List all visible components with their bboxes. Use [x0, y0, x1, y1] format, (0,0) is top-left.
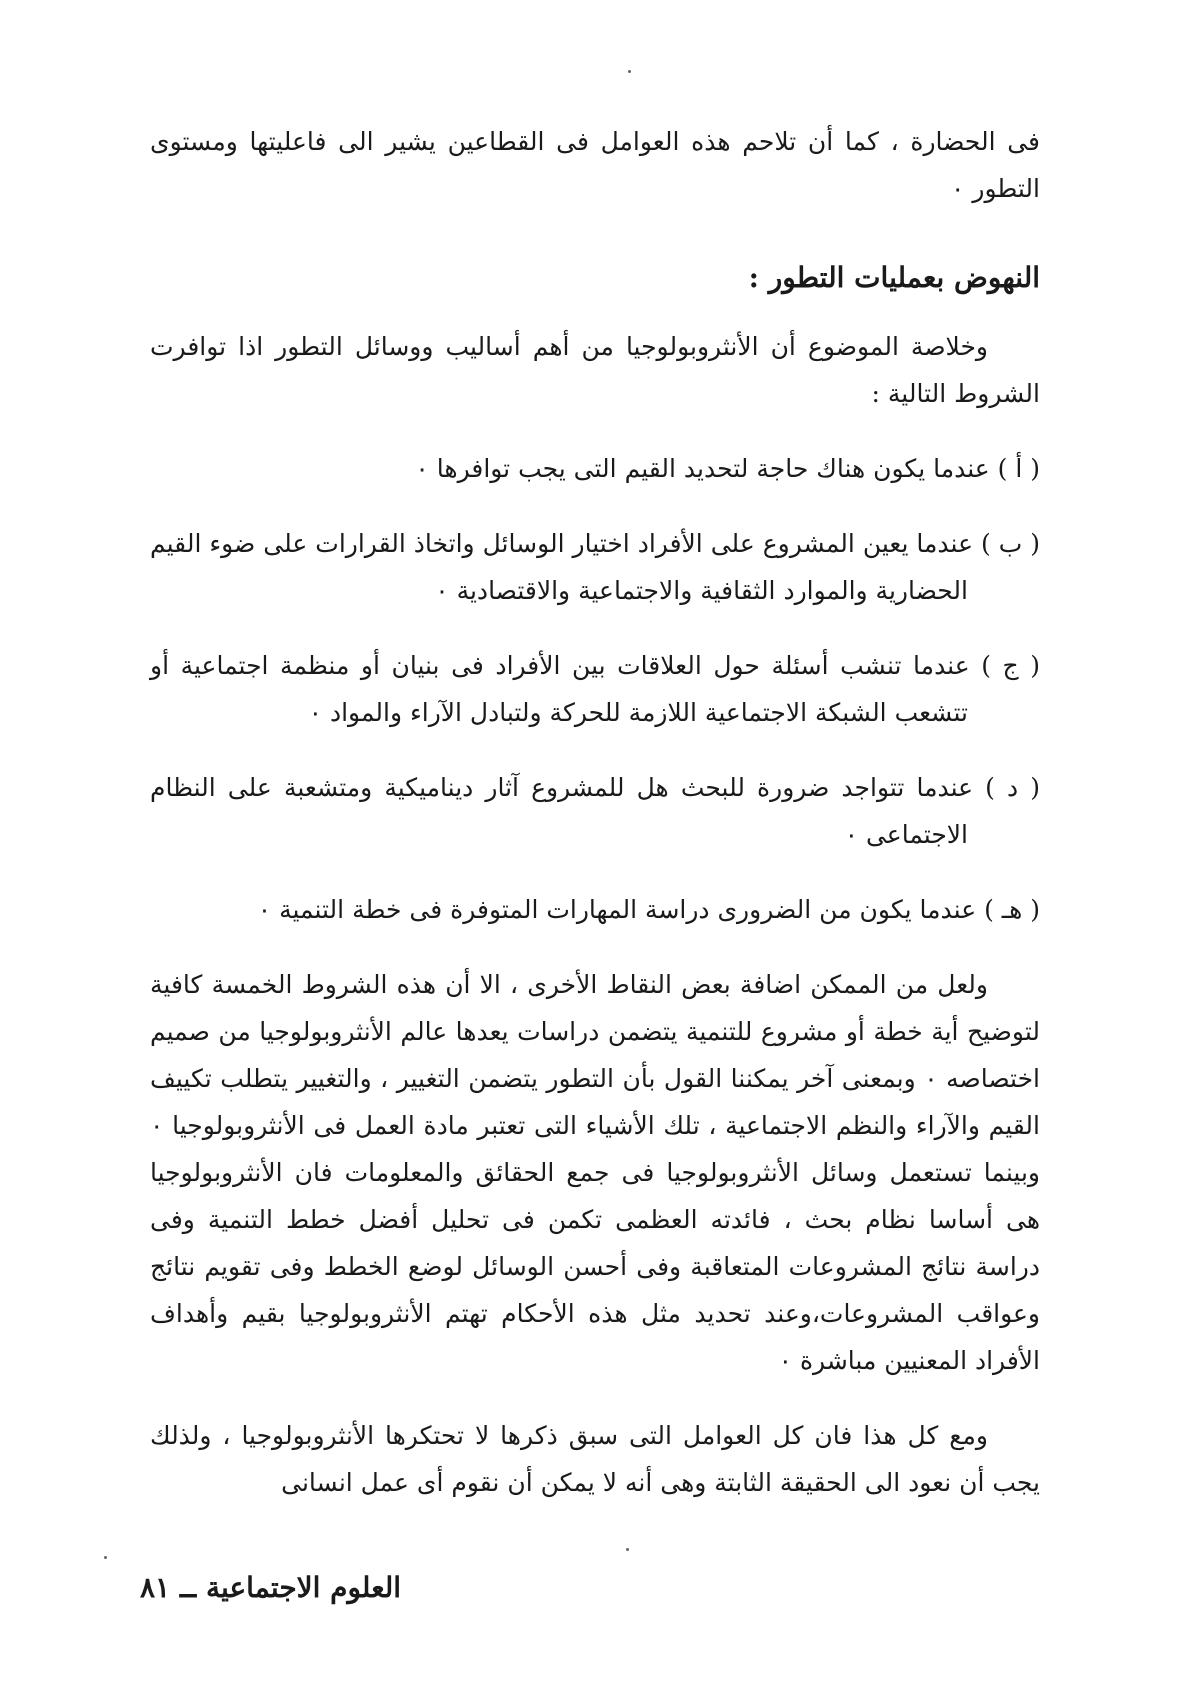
scan-speck	[626, 1548, 629, 1551]
condition-item-c: ( ج ) عندما تنشب أسئلة حول العلاقات بين الأفراد فى بنيان أو منظمة اجتماعية أو تتشعب الشبكة الاجتماعية اللازمة للحركة ولتبادل الآراء والمواد ٠	[150, 651, 1040, 727]
page-body	[150, 118, 1040, 1506]
page-footer-running-title: العلوم الاجتماعية ــ ٨١	[140, 1571, 402, 1604]
condition-item-b: ( ب ) عندما يعين المشروع على الأفراد اختيار الوسائل واتخاذ القرارات على ضوء القيم الحضارية والموارد الثقافية والاجتماعية والاقتصادية ٠	[150, 529, 1040, 605]
scan-speck	[628, 70, 631, 73]
scan-speck	[104, 1556, 107, 1559]
body-paragraph: ولعل من الممكن اضافة بعض النقاط الأخرى ، الا أن هذه الشروط الخمسة كافية لتوضيح أية خطة أو مشروع للتنمية يتضمن دراسات يعدها عالم الأنثروبولوجيا من صميم اختصاصه ٠ وبمعنى آخر يمكننا القول بأن التطور يتضمن التغيير ، والتغيير يتطلب تكييف القيم والآراء والنظم الاجتماعية ، تلك الأشياء التى تعتبر مادة العمل فى الأنثروبولوجيا ٠ وبينما تستعمل وسائل الأنثروبولوجيا فى جمع الحقائق والمعلومات فان الأنثروبولوجيا هى أساسا نظام بحث ، فائدته العظمى تكمن فى تحليل أفضل خطط التنمية وفى دراسة نتائج المشروعات المتعاقبة وفى أحسن الوسائل لوضع الخطط وفى تقويم نتائج وعواقب المشروعات،وعند تحديد مثل هذه الأحكام تهتم الأنثروبولوجيا بقيم وأهداف الأفراد المعنيين مباشرة ٠	[150, 970, 1041, 1375]
section-heading: النهوض بعمليات التطور :	[748, 261, 1040, 294]
condition-item-e: ( هـ ) عندما يكون من الضرورى دراسة المهارات المتوفرة فى خطة التنمية ٠	[257, 895, 1040, 924]
condition-item-a: ( أ ) عندما يكون هناك حاجة لتحديد القيم التى يجب توافرها ٠	[415, 454, 1040, 483]
condition-item-d: ( د ) عندما تتواجد ضرورة للبحث هل للمشروع آثار ديناميكية ومتشعبة على النظام الاجتماعى ٠	[150, 773, 1040, 849]
intro-paragraph: فى الحضارة ، كما أن تلاحم هذه العوامل فى القطاعين يشير الى فاعليتها ومستوى التطور ٠	[150, 127, 1040, 203]
closing-paragraph: ومع كل هذا فان كل العوامل التى سبق ذكرها لا تحتكرها الأنثروبولوجيا ، ولذلك يجب أن نعود الى الحقيقة الثابتة وهى أنه لا يمكن أن نقوم أى عمل انسانى	[150, 1421, 1040, 1497]
summary-paragraph: وخلاصة الموضوع أن الأنثروبولوجيا من أهم أساليب ووسائل التطور اذا توافرت الشروط التالية :	[150, 332, 1040, 408]
